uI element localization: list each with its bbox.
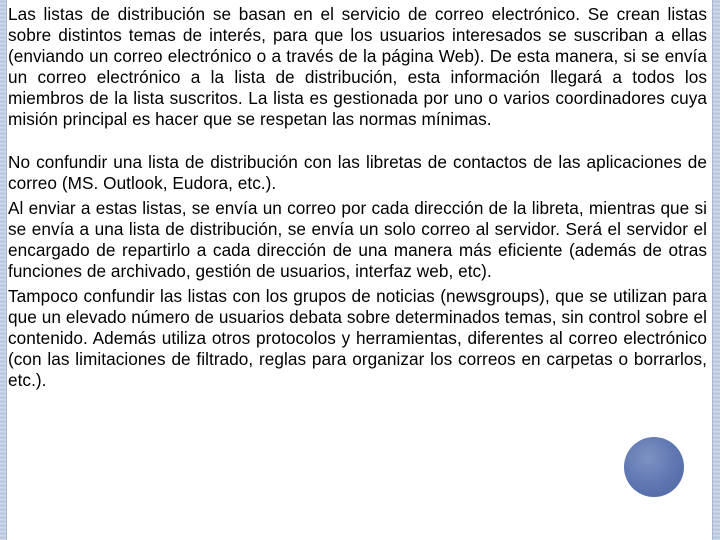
paragraph-tampoco-confundir: Tampoco confundir las listas con los grupos de noticias (newsgroups), que se utilizan para que un elevado número de usuarios debata sobre determinados temas, sin control sobre el contenido. Además utiliza otros protocolos y herramientas, diferentes al correo electrónico (con las limitaciones de filtrado, reglas para organizar los correos en carpetas o borrarlos, etc.). xyxy=(8,286,707,390)
paragraph-listas-distribucion: Las listas de distribución se basan en el servicio de correo electrónico. Se crean listas sobre distintos temas de interés, para que los usuarios interesados se suscriban a ellas (enviando un correo electrónico o a través de la página Web). De esta manera, si se envía un correo electrónico a la lista de distribución, esta información llegará a todos los miembros de la lista suscritos. La lista es gestionada por uno o varios coordinadores cuya misión principal es hacer que se respetan las normas mínimas. xyxy=(8,4,707,129)
paragraph-al-enviar: Al enviar a estas listas, se envía un correo por cada dirección de la libreta, mientras que si se envía a una lista de distribución, se envía un solo correo al servidor. Será el servidor el encargado de repartirlo a cada dirección de una manera más eficiente (además de otras funciones de archivado, gestión de usuarios, interfaz web, etc). xyxy=(8,198,707,281)
slide-body xyxy=(8,4,707,391)
right-border-decoration xyxy=(712,0,720,540)
circle-decoration xyxy=(624,437,684,497)
paragraph-no-confundir: No confundir una lista de distribución con las libretas de contactos de las aplicaciones de correo (MS. Outlook, Eudora, etc.). xyxy=(8,152,707,193)
left-border-decoration xyxy=(0,0,7,540)
